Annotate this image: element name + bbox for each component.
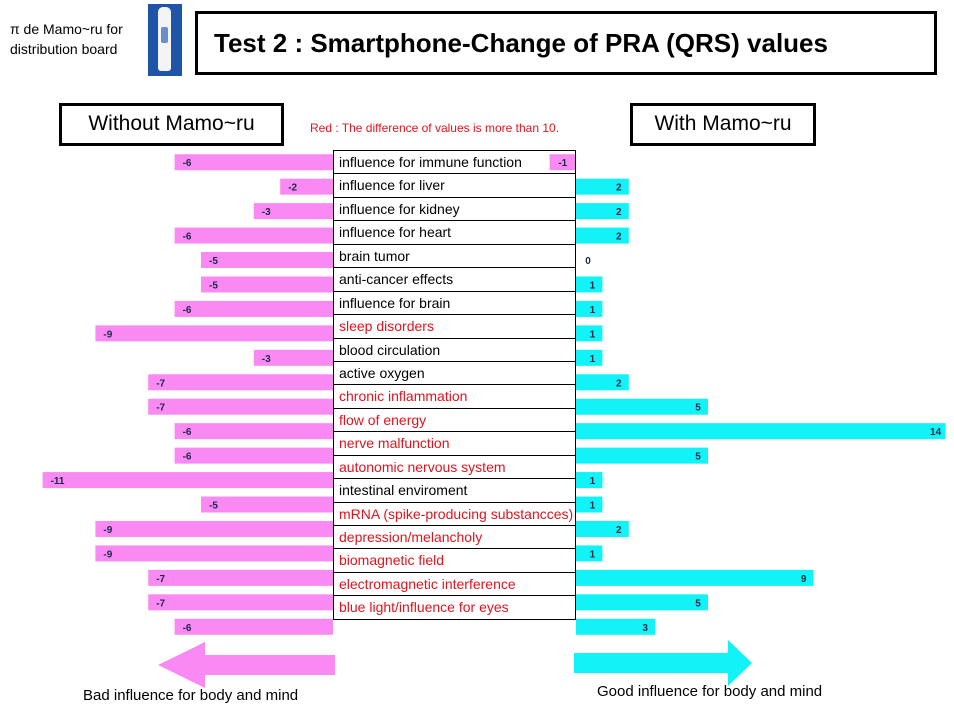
with-value-label: 1 — [589, 500, 596, 512]
without-bar — [201, 497, 333, 513]
without-value-label: -11 — [50, 476, 65, 488]
category-label: flow of energy — [333, 409, 576, 432]
without-bar — [95, 521, 333, 537]
without-value-label: -3 — [261, 207, 271, 219]
product-caption: π de Mamo~ru for distribution board — [10, 21, 123, 57]
with-value-label: 5 — [695, 598, 701, 610]
without-bar — [148, 594, 333, 610]
category-label: autonomic nervous system — [333, 456, 576, 479]
category-label: chronic inflammation — [333, 385, 576, 408]
category-label: influence for brain — [333, 292, 576, 315]
without-bar — [201, 276, 333, 292]
category-label: depression/melancholy — [333, 526, 576, 549]
with-value-label: 5 — [695, 402, 701, 414]
without-value-label: -6 — [182, 231, 192, 243]
category-label: brain tumor — [333, 245, 576, 268]
without-value-label: -7 — [156, 378, 166, 390]
with-bar — [576, 448, 708, 464]
with-value-label: 2 — [616, 524, 622, 536]
bad-influence-arrow — [158, 642, 335, 688]
without-bar — [175, 423, 333, 439]
with-bar — [576, 570, 814, 586]
with-value-label: 0 — [585, 256, 591, 268]
without-bar — [175, 228, 333, 244]
with-value-label: 2 — [616, 231, 622, 243]
category-label: sleep disorders — [333, 315, 576, 338]
without-mamoru-label: Without Mamo~ru — [59, 103, 284, 146]
with-value-label: 1 — [589, 549, 596, 561]
category-label: anti-cancer effects — [333, 268, 576, 291]
category-label-table — [333, 150, 576, 620]
with-value-label: 2 — [616, 182, 622, 194]
with-bar — [576, 594, 708, 610]
without-value-label: -3 — [261, 353, 271, 365]
with-mamoru-label: With Mamo~ru — [630, 103, 816, 146]
with-value-label: 2 — [616, 207, 622, 219]
without-value-label: -6 — [182, 451, 192, 463]
without-bar — [148, 374, 333, 390]
without-bar — [201, 252, 333, 268]
without-value-label: -6 — [182, 158, 192, 170]
without-value-label: -6 — [182, 622, 192, 634]
bad-influence-caption: Bad influence for body and mind — [83, 687, 299, 704]
without-value-label: -6 — [182, 427, 192, 439]
with-bar — [576, 423, 946, 439]
without-value-label: -5 — [209, 500, 218, 512]
category-label: electromagnetic interference — [333, 573, 576, 596]
without-value-label: -6 — [182, 304, 192, 316]
category-label: biomagnetic field — [333, 549, 576, 572]
without-bar — [175, 619, 333, 635]
good-influence-arrow — [574, 640, 752, 686]
without-value-label: -7 — [156, 573, 166, 585]
category-label: influence for heart — [333, 221, 576, 244]
without-value-label: -5 — [209, 256, 218, 268]
category-label: influence for kidney — [333, 198, 576, 221]
category-label: blue light/influence for eyes — [333, 596, 576, 619]
without-bar — [175, 301, 333, 317]
without-bar — [175, 448, 333, 464]
without-value-label: -7 — [156, 402, 166, 414]
with-value-label: 5 — [695, 451, 701, 463]
without-value-label: -7 — [156, 598, 166, 610]
good-influence-caption: Good influence for body and mind — [597, 683, 823, 700]
with-value-label: 2 — [616, 378, 622, 390]
category-label: influence for liver — [333, 174, 576, 197]
without-bar — [175, 154, 333, 170]
with-value-label: 1 — [589, 353, 596, 365]
without-value-label: -2 — [288, 182, 298, 194]
without-value-label: -9 — [103, 524, 113, 536]
with-value-label: 1 — [589, 329, 596, 341]
without-bar — [148, 399, 333, 415]
with-value-label: -1 — [558, 158, 568, 170]
category-label: influence for immune function — [333, 151, 576, 174]
without-value-label: -5 — [209, 280, 218, 292]
without-bar — [95, 325, 333, 341]
with-value-label: 9 — [800, 573, 807, 585]
category-label: blood circulation — [333, 339, 576, 362]
with-bar — [576, 399, 708, 415]
category-label: mRNA (spike-producing substancces) — [333, 503, 576, 526]
with-value-label: 14 — [930, 427, 942, 439]
with-value-label: 1 — [589, 280, 596, 292]
without-value-label: -9 — [103, 549, 113, 561]
category-label: nerve malfunction — [333, 432, 576, 455]
without-value-label: -9 — [103, 329, 113, 341]
without-bar — [43, 472, 333, 488]
category-label: active oxygen — [333, 362, 576, 385]
without-bar — [148, 570, 333, 586]
difference-note: Red : The difference of values is more than 10. — [310, 121, 560, 135]
with-value-label: 1 — [589, 304, 596, 316]
page-title: Test 2 : Smartphone-Change of PRA (QRS) values — [195, 11, 937, 75]
with-value-label: 3 — [642, 622, 648, 634]
category-label: intestinal enviroment — [333, 479, 576, 502]
without-bar — [95, 545, 333, 561]
with-value-label: 1 — [589, 476, 596, 488]
